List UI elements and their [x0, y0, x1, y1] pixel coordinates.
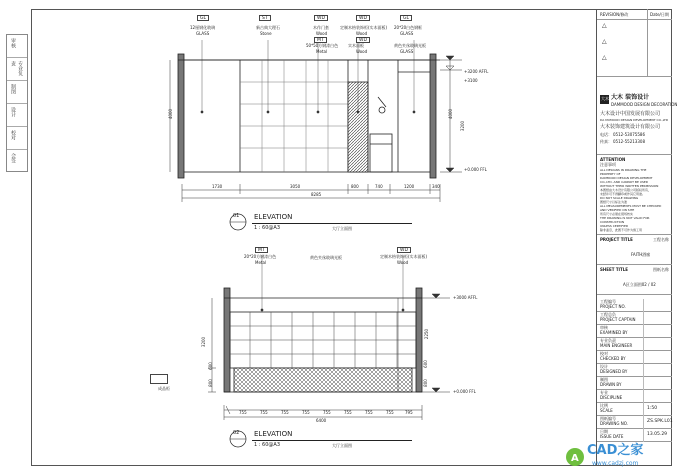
- company-name-en: DA MUMOOD DESIGN DEVELOPMENT CO.,LTD: [600, 118, 669, 122]
- attention-line: UNLESS CERTIFIED: [600, 224, 629, 228]
- sheet-title-box: [597, 265, 672, 295]
- elev1-dim: 800: [351, 184, 359, 189]
- elev1-tag-sub: Wood: [316, 31, 328, 36]
- elev1-height-dim: 4000: [168, 108, 174, 120]
- company-tel-label: 电话：: [600, 132, 612, 137]
- elev1-dim: 340: [432, 184, 440, 189]
- elev1-tag-text: 12厘钢化玻璃: [190, 25, 216, 30]
- company-fax-label: 传真：: [600, 139, 612, 144]
- elev2-level: +0.000 FFL: [453, 389, 476, 394]
- elev1-tag-sub: Metal: [316, 49, 328, 54]
- elev1-height-dim-right: 4000: [448, 108, 454, 120]
- sheet-title-value: A区立面图02 / 02: [623, 282, 656, 287]
- elev1-tag-code: ST: [259, 15, 271, 21]
- sheet-title-label-cn: 图纸名称: [653, 267, 669, 272]
- strip-cell: 专业负责: [7, 58, 27, 81]
- elev2-dim: 755: [386, 410, 394, 415]
- elev2-tag-text: 黄色夹丝玻璃光板: [310, 255, 342, 260]
- project-title-label: PROJECT TITLE: [600, 237, 633, 242]
- elev1-title: ELEVATION: [254, 213, 293, 221]
- info-row-label-en: PROJECT CAPTAIN: [600, 317, 636, 322]
- elev1-title-underline: [252, 223, 412, 224]
- info-row-label-en: ISSUE DATE: [600, 434, 624, 439]
- info-row-label-cn: 比例: [600, 403, 608, 408]
- elev2-left-dim: 800: [207, 379, 213, 387]
- elev1-tag-code: GL: [400, 15, 412, 21]
- attention-line: 图纸尺寸以标注为准: [600, 200, 628, 204]
- elev1-dim: 740: [375, 184, 383, 189]
- elev2-tag-sub: Metal: [255, 260, 267, 265]
- attention-title-cn: 注意事项: [600, 162, 616, 167]
- elev1-tag-code: WD: [314, 15, 328, 21]
- attention-title: ATTENTION: [600, 157, 626, 162]
- info-row: [597, 416, 672, 429]
- elev2-dim: 755: [302, 410, 310, 415]
- elev2-total-dim: 6400: [316, 418, 327, 423]
- info-row-label-en: DISCIPLINE: [600, 395, 623, 400]
- elev2-dim: 755: [281, 410, 289, 415]
- attention-line: DAMMOOD DESIGN DEVELOPMENT: [600, 176, 653, 180]
- elev1-tag-code: WD: [356, 37, 370, 43]
- info-row: [597, 325, 672, 338]
- info-row-label-en: DESIGNED BY: [600, 369, 628, 374]
- info-row-label-en: SCALE: [600, 408, 613, 413]
- elev2-dim: 755: [344, 410, 352, 415]
- watermark-url: www.cadzj.com: [592, 460, 639, 467]
- attention-line: AND VERIFIED ON SITE: [600, 208, 635, 212]
- elev2-tag-code: MT: [255, 247, 268, 253]
- attention-line: CO.,LTD. AND CANNOT BE USED: [600, 180, 649, 184]
- elev2-title-underline: [252, 440, 412, 441]
- info-row: [597, 377, 672, 390]
- elev1-number: 01: [233, 213, 240, 219]
- info-row-value: 13.05.29: [647, 432, 668, 437]
- elev2-dim: 755: [239, 410, 247, 415]
- revision-date-header: Date/日期: [650, 12, 669, 17]
- elev1-tag-code: WD: [356, 15, 370, 21]
- elev2-tag-sub: Wood: [397, 260, 409, 265]
- sheet-title-label: SHEET TITLE: [600, 267, 629, 272]
- attention-line: DO NOT SCALE DRAWING: [600, 196, 639, 200]
- elev1-level: +0.000 FFL: [464, 167, 487, 172]
- attention-line: ALL DESIGNS IN DRAWING THE: [600, 168, 647, 172]
- elev1-caption: 大厅立面图: [332, 226, 352, 231]
- project-title-label-cn: 工程名称: [653, 237, 669, 242]
- info-row-value: 1:50: [647, 406, 658, 411]
- elev1-right-dim: 3200: [460, 120, 466, 132]
- elev1-tag-code: GL: [197, 15, 209, 21]
- info-row-label-en: EXAMINED BY: [600, 330, 628, 335]
- info-row: [597, 403, 672, 416]
- elevation-01-drawing: [150, 12, 480, 262]
- elev1-dim: 1200: [404, 184, 415, 189]
- elevation-02-drawing: [150, 250, 480, 425]
- elev1-tag-text: 黄色夹丝玻璃光板: [394, 43, 426, 48]
- elev2-dim: 755: [260, 410, 268, 415]
- elev1-tag-text: 定制木格装饰柜(实木面板): [340, 25, 388, 30]
- svg-text:A: A: [571, 453, 579, 464]
- elev2-right-dim: 600: [422, 360, 428, 368]
- company-box: [597, 77, 678, 155]
- elev1-dim: 1730: [212, 184, 223, 189]
- info-row-label-en: PROJECT NO.: [600, 304, 626, 309]
- elev1-tag-sub: Wood: [356, 31, 368, 36]
- strip-cell: 校对: [7, 127, 27, 150]
- info-row: [597, 364, 672, 377]
- attention-line: ALL MEASUREMENTS MUST BE CHECKED: [600, 204, 662, 208]
- elev2-right-dim: 800: [422, 379, 428, 387]
- elev1-tag-text: 木作门套: [313, 25, 329, 30]
- elev1-tag-text: 实木面板: [348, 43, 364, 48]
- strip-cell: 制图: [7, 81, 27, 104]
- elev2-scale: 1 : 60@A3: [254, 442, 281, 448]
- info-row-label-cn: 日期: [600, 429, 608, 434]
- elev1-level: +3100: [464, 78, 478, 83]
- elev2-dim: 755: [365, 410, 373, 415]
- project-title-box: [597, 235, 672, 265]
- revision-header: REVISION/修改: [600, 12, 629, 17]
- elev2-tag-text: 定制木格装饰柜(实木面板): [380, 254, 428, 259]
- company-name-cn: 大木设计中国发展有限公司: [600, 111, 661, 117]
- elev2-left-dim: 3200: [201, 336, 207, 348]
- strip-cell: 审核: [7, 35, 27, 58]
- elev2-title: ELEVATION: [254, 430, 293, 438]
- elev1-tag-sub: GLASS: [400, 49, 414, 54]
- attention-line: WITHOUT THEIR WRITTEN PERMISSION: [600, 184, 659, 188]
- revision-triangle-icon: △: [602, 54, 607, 61]
- company-logo-text: 大木 装饰设计: [611, 94, 650, 101]
- info-row: [597, 299, 672, 312]
- project-title-value: FAITH酒廊: [631, 252, 651, 257]
- elev2-note-box: [150, 374, 168, 384]
- info-row-label-cn: 专业负责: [600, 338, 616, 343]
- info-row-label-cn: 工程编号: [600, 299, 616, 304]
- attention-box: [597, 155, 672, 235]
- elev2-right-dim: 2250: [424, 328, 430, 340]
- info-row-label-en: DRAWING NO.: [600, 421, 628, 426]
- elev2-left-dim: 600: [207, 362, 213, 370]
- elev1-tag-sub: Wood: [356, 49, 368, 54]
- elev1-dim: 3050: [290, 184, 301, 189]
- revision-triangle-icon: △: [602, 22, 607, 29]
- elev2-number: 02: [233, 430, 240, 436]
- elev1-tag-sub: GLASS: [196, 31, 210, 36]
- info-row-label-cn: 图纸编号: [600, 416, 616, 421]
- attention-line: 本图纸由大木设计有限公司版权所有，: [600, 188, 652, 192]
- attention-line: CONSTRUCTION: [600, 220, 625, 224]
- info-row-label-cn: 设计: [600, 364, 608, 369]
- elev2-dim: 795: [405, 410, 413, 415]
- strip-cell: 设计: [7, 104, 27, 127]
- attention-line: 所有尺寸必须在现场核实: [600, 212, 634, 216]
- revision-triangle-icon: △: [602, 38, 607, 45]
- info-row-label-cn: 制图: [600, 377, 608, 382]
- info-row-label-en: CHECKED BY: [600, 356, 626, 361]
- company-logo-mark: 大木: [601, 96, 609, 101]
- left-signature-strip: [6, 34, 28, 172]
- strip-cell: 会签: [10, 153, 16, 163]
- elev2-tag-text: 20*20方钢漆白色: [244, 254, 277, 259]
- elev1-scale: 1 : 60@A3: [254, 225, 281, 231]
- elev1-level: +3200 AFFL: [464, 69, 489, 74]
- info-row: [597, 312, 672, 325]
- info-row-label-en: MAIN ENGINEER: [600, 343, 633, 348]
- info-row-label-cn: 审核: [600, 325, 608, 330]
- elev2-dim: 755: [323, 410, 331, 415]
- info-row-label-cn: 校对: [600, 351, 608, 356]
- title-block: [596, 9, 678, 466]
- attention-line: PROPERTY OF: [600, 172, 621, 176]
- elev1-left-wall: [178, 54, 184, 178]
- info-row-value: ZS.SPK.L01: [647, 419, 673, 424]
- company-fax: 0512-55213308: [613, 139, 645, 144]
- elev2-caption: 大厅立面图: [332, 443, 352, 448]
- info-row: [597, 390, 672, 403]
- elev1-tag-sub: Stone: [260, 31, 272, 36]
- attention-line: 除非盖章，此图不可作为施工用: [600, 228, 643, 232]
- elev1-tag-text: 50*50方钢漆白色: [306, 43, 339, 48]
- elev1-tag-sub: GLASS: [400, 31, 414, 36]
- company-logo-en: DAMMOOD DESIGN DECORATION: [611, 102, 678, 107]
- elev2-left-note: 成品柜: [158, 386, 170, 391]
- elev1-outline: [182, 60, 432, 172]
- elev1-tag-code: MT: [314, 37, 327, 43]
- attention-line: 未经许可不得翻印或作其它用途。: [600, 192, 646, 196]
- info-row: [597, 338, 672, 351]
- revision-box: [597, 9, 672, 77]
- elev2-tag-code: WD: [397, 247, 411, 253]
- info-row-label-cn: 专业: [600, 390, 608, 395]
- elev1-total-dim: 8285: [311, 192, 322, 197]
- company-branch-cn: 大木装饰建筑设计有限公司: [600, 124, 661, 130]
- elev1-right-wall: [430, 54, 436, 178]
- attention-line: THE DRAWING IS NOT VALID FOR: [600, 216, 650, 220]
- company-tel: 0512-53075586: [613, 132, 645, 137]
- elev1-tag-text: 20*20白色钢框: [394, 25, 423, 30]
- info-row-label-en: DRAWN BY: [600, 382, 622, 387]
- info-row-label-cn: 工程总负: [600, 312, 616, 317]
- watermark-brand: CAD之家: [587, 443, 644, 458]
- elev2-level: +3000 AFFL: [453, 295, 478, 300]
- info-row: [597, 351, 672, 364]
- elev1-tag-text: 新古典大理石: [256, 25, 280, 30]
